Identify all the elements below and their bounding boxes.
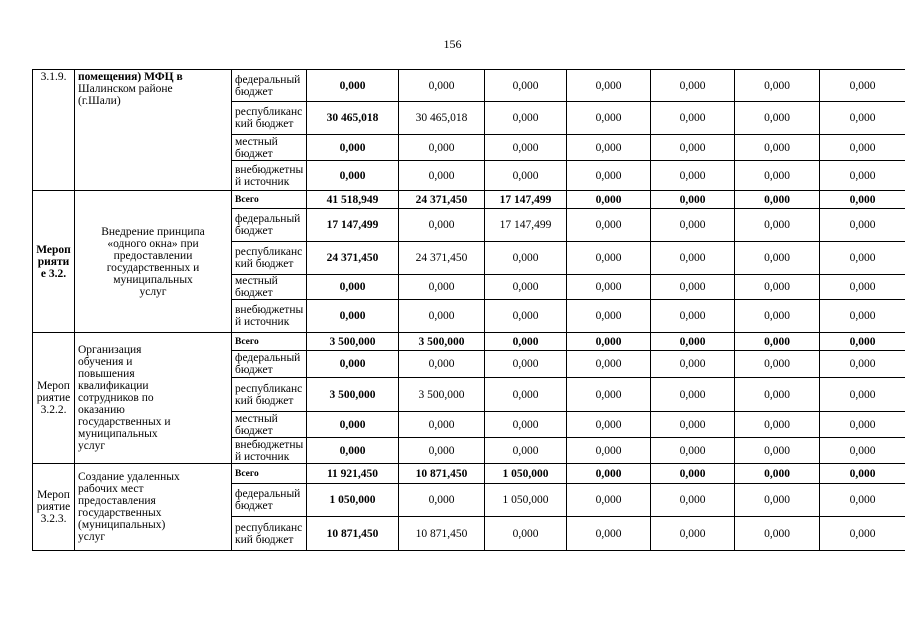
measure-name <box>75 191 232 333</box>
text-line: внебюджетны <box>235 304 304 316</box>
text-line: Всего <box>235 336 259 347</box>
year-amount-cell: 0,000 <box>735 517 820 551</box>
year-amount-cell: 0,000 <box>485 102 567 135</box>
year-amount-cell: 0,000 <box>735 351 820 378</box>
measure-name <box>75 70 232 191</box>
measure-code <box>33 70 75 191</box>
year-amount-cell: 0,000 <box>399 351 485 378</box>
funding-source <box>232 484 307 517</box>
text-line: сотрудников по <box>78 392 154 404</box>
total-amount-cell: 0,000 <box>307 275 399 300</box>
funding-source <box>232 333 307 351</box>
year-amount-cell: 0,000 <box>735 242 820 275</box>
year-amount-cell: 0,000 <box>567 135 651 161</box>
year-amount-cell: 0,000 <box>651 102 735 135</box>
year-amount-cell: 0,000 <box>735 275 820 300</box>
text-line: Мероп <box>36 243 71 256</box>
year-amount-cell: 0,000 <box>735 378 820 412</box>
year-amount-cell: 0,000 <box>820 438 905 464</box>
text-line: «одного окна» при <box>107 237 199 250</box>
year-amount-cell: 0,000 <box>399 412 485 438</box>
text-line: государственных и <box>78 416 171 428</box>
text-line: (г.Шали) <box>78 95 121 107</box>
year-amount-cell: 0,000 <box>567 300 651 333</box>
funding-source <box>232 161 307 191</box>
page-number: 156 <box>443 37 462 51</box>
text-line: Всего <box>235 468 259 479</box>
year-amount-cell: 0,000 <box>567 209 651 242</box>
total-amount-cell: 41 518,949 <box>307 191 399 209</box>
year-amount-cell: 1 050,000 <box>485 484 567 517</box>
text-line: е 3.2. <box>40 267 67 280</box>
table-row <box>33 333 905 351</box>
total-amount-cell: 30 465,018 <box>307 102 399 135</box>
year-amount-cell: 0,000 <box>820 242 905 275</box>
year-amount-cell: 0,000 <box>735 135 820 161</box>
year-amount-cell: 0,000 <box>651 300 735 333</box>
text-line: Мероп <box>37 380 70 392</box>
year-amount-cell: 0,000 <box>399 161 485 191</box>
year-amount-cell: 0,000 <box>820 484 905 517</box>
year-amount-cell: 0,000 <box>399 209 485 242</box>
year-amount-cell: 10 871,450 <box>399 464 485 484</box>
funding-source <box>232 300 307 333</box>
total-amount-cell: 0,000 <box>307 351 399 378</box>
year-amount-cell: 0,000 <box>485 438 567 464</box>
year-amount-cell: 0,000 <box>820 517 905 551</box>
total-amount-cell: 0,000 <box>307 135 399 161</box>
text-line: федеральный <box>235 352 301 364</box>
text-line: бюджет <box>235 500 273 512</box>
year-amount-cell: 0,000 <box>399 135 485 161</box>
year-amount-cell: 0,000 <box>399 275 485 300</box>
year-amount-cell: 0,000 <box>567 438 651 464</box>
year-amount-cell: 17 147,499 <box>485 191 567 209</box>
text-line: местный <box>235 412 278 425</box>
funding-source <box>232 242 307 275</box>
year-amount-cell: 0,000 <box>651 70 735 102</box>
year-amount-cell: 0,000 <box>485 412 567 438</box>
text-line: оказанию <box>78 404 125 416</box>
total-amount-cell: 3 500,000 <box>307 378 399 412</box>
text-line: местный <box>235 135 278 148</box>
year-amount-cell: 0,000 <box>651 378 735 412</box>
text-line: Создание удаленных <box>78 471 180 483</box>
total-amount-cell: 0,000 <box>307 70 399 102</box>
text-line: рияти <box>37 255 70 268</box>
text-line: риятие <box>36 501 71 513</box>
measure-name <box>75 464 232 551</box>
text-line: квалификации <box>78 380 149 392</box>
funding-source <box>232 351 307 378</box>
text-line: внебюджетны <box>235 163 304 176</box>
text-line: услуг <box>78 531 106 543</box>
text-line: 3.2.2. <box>40 404 67 416</box>
year-amount-cell: 0,000 <box>820 70 905 102</box>
funding-source <box>232 102 307 135</box>
year-amount-cell: 1 050,000 <box>485 464 567 484</box>
year-amount-cell: 30 465,018 <box>399 102 485 135</box>
total-amount-cell: 0,000 <box>307 438 399 464</box>
total-amount-cell: 0,000 <box>307 161 399 191</box>
text-line: услуг <box>78 440 106 452</box>
text-line: Внедрение принципа <box>101 225 205 238</box>
text-line: республиканс <box>235 521 303 534</box>
text-line: (муниципальных) <box>78 519 166 531</box>
year-amount-cell: 0,000 <box>820 102 905 135</box>
year-amount-cell: 0,000 <box>651 438 735 464</box>
year-amount-cell: 0,000 <box>820 275 905 300</box>
year-amount-cell: 0,000 <box>485 378 567 412</box>
text-line: Шалинском районе <box>78 83 173 95</box>
year-amount-cell: 0,000 <box>820 412 905 438</box>
text-line: республиканс <box>235 246 303 258</box>
funding-source <box>232 70 307 102</box>
text-line: федеральный <box>235 213 301 225</box>
year-amount-cell: 0,000 <box>567 242 651 275</box>
year-amount-cell: 24 371,450 <box>399 191 485 209</box>
total-amount-cell: 1 050,000 <box>307 484 399 517</box>
text-line: предоставлении <box>113 249 193 262</box>
year-amount-cell: 0,000 <box>567 412 651 438</box>
text-line: рабочих мест <box>78 483 144 495</box>
funding-source <box>232 517 307 551</box>
funding-source <box>232 209 307 242</box>
year-amount-cell: 0,000 <box>820 351 905 378</box>
text-line: предоставления <box>78 495 156 507</box>
measure-name <box>75 333 232 464</box>
year-amount-cell: 17 147,499 <box>485 209 567 242</box>
year-amount-cell: 0,000 <box>567 191 651 209</box>
year-amount-cell: 0,000 <box>735 209 820 242</box>
total-amount-cell: 10 871,450 <box>307 517 399 551</box>
year-amount-cell: 0,000 <box>485 517 567 551</box>
funding-source <box>232 378 307 412</box>
text-line: бюджет <box>235 287 273 299</box>
year-amount-cell: 0,000 <box>820 464 905 484</box>
year-amount-cell: 3 500,000 <box>399 378 485 412</box>
year-amount-cell: 0,000 <box>735 333 820 351</box>
text-line: местный <box>235 275 278 287</box>
text-line: федеральный <box>235 73 301 86</box>
text-line: республиканс <box>235 382 303 395</box>
table-row <box>33 70 905 102</box>
year-amount-cell: 0,000 <box>820 333 905 351</box>
text-line: Мероп <box>37 489 70 501</box>
year-amount-cell: 10 871,450 <box>399 517 485 551</box>
text-line: федеральный <box>235 488 301 500</box>
budget-table-body <box>33 70 905 551</box>
total-amount-cell: 11 921,450 <box>307 464 399 484</box>
year-amount-cell: 0,000 <box>735 412 820 438</box>
text-line: государственных и <box>106 261 200 274</box>
year-amount-cell: 0,000 <box>567 275 651 300</box>
text-line: й источник <box>235 450 290 463</box>
funding-source <box>232 464 307 484</box>
year-amount-cell: 0,000 <box>820 191 905 209</box>
total-amount-cell: 17 147,499 <box>307 209 399 242</box>
text-line: муниципальных <box>78 428 158 440</box>
year-amount-cell: 0,000 <box>567 333 651 351</box>
text-line: кий бюджет <box>235 258 294 270</box>
text-line: бюджет <box>235 424 273 437</box>
text-line: бюджет <box>235 147 273 160</box>
year-amount-cell: 0,000 <box>651 464 735 484</box>
year-amount-cell: 0,000 <box>651 191 735 209</box>
funding-source <box>232 135 307 161</box>
year-amount-cell: 0,000 <box>735 438 820 464</box>
year-amount-cell: 0,000 <box>485 300 567 333</box>
year-amount-cell: 0,000 <box>567 351 651 378</box>
year-amount-cell: 0,000 <box>651 484 735 517</box>
year-amount-cell: 24 371,450 <box>399 242 485 275</box>
text-line: 3.2.3. <box>40 513 67 525</box>
year-amount-cell: 0,000 <box>567 102 651 135</box>
text-line: й источник <box>235 175 290 188</box>
text-line: государственных <box>78 507 162 519</box>
year-amount-cell: 0,000 <box>651 135 735 161</box>
text-line: помещения) МФЦ в <box>78 71 183 83</box>
year-amount-cell: 0,000 <box>567 378 651 412</box>
year-amount-cell: 0,000 <box>399 484 485 517</box>
text-line: риятие <box>36 392 71 404</box>
text-line: внебюджетны <box>235 438 304 451</box>
year-amount-cell: 0,000 <box>820 161 905 191</box>
year-amount-cell: 0,000 <box>820 300 905 333</box>
total-amount-cell: 24 371,450 <box>307 242 399 275</box>
year-amount-cell: 0,000 <box>651 275 735 300</box>
year-amount-cell: 0,000 <box>485 135 567 161</box>
text-line: обучения и <box>78 356 133 368</box>
year-amount-cell: 0,000 <box>735 484 820 517</box>
year-amount-cell: 0,000 <box>485 275 567 300</box>
text-line: муниципальных <box>113 273 193 286</box>
text-line: услуг <box>139 285 167 298</box>
measure-code <box>33 333 75 464</box>
measure-code <box>33 464 75 551</box>
year-amount-cell: 0,000 <box>735 191 820 209</box>
year-amount-cell: 0,000 <box>567 464 651 484</box>
year-amount-cell: 0,000 <box>485 242 567 275</box>
year-amount-cell: 0,000 <box>651 209 735 242</box>
funding-source <box>232 275 307 300</box>
year-amount-cell: 0,000 <box>485 351 567 378</box>
text-line: кий бюджет <box>235 394 294 407</box>
text-line: й источник <box>235 316 290 328</box>
year-amount-cell: 0,000 <box>735 300 820 333</box>
text-line: кий бюджет <box>235 533 294 546</box>
year-amount-cell: 0,000 <box>735 102 820 135</box>
year-amount-cell: 0,000 <box>399 70 485 102</box>
measure-code <box>33 191 75 333</box>
text-line: кий бюджет <box>235 118 294 130</box>
text-line: бюджет <box>235 85 273 98</box>
year-amount-cell: 0,000 <box>735 70 820 102</box>
year-amount-cell: 0,000 <box>567 484 651 517</box>
funding-source <box>232 191 307 209</box>
text-line: бюджет <box>235 364 273 376</box>
text-line: Всего <box>235 194 259 205</box>
year-amount-cell: 0,000 <box>399 438 485 464</box>
year-amount-cell: 0,000 <box>735 464 820 484</box>
year-amount-cell: 0,000 <box>820 209 905 242</box>
funding-source <box>232 438 307 464</box>
year-amount-cell: 0,000 <box>485 161 567 191</box>
year-amount-cell: 0,000 <box>567 517 651 551</box>
budget-table <box>32 69 905 551</box>
year-amount-cell: 0,000 <box>820 378 905 412</box>
total-amount-cell: 0,000 <box>307 300 399 333</box>
year-amount-cell: 0,000 <box>651 242 735 275</box>
year-amount-cell: 0,000 <box>651 351 735 378</box>
year-amount-cell: 0,000 <box>651 517 735 551</box>
text-line: Организация <box>78 344 142 356</box>
text-line: 3.1.9. <box>40 71 67 83</box>
year-amount-cell: 0,000 <box>820 135 905 161</box>
year-amount-cell: 0,000 <box>485 70 567 102</box>
year-amount-cell: 0,000 <box>651 161 735 191</box>
year-amount-cell: 0,000 <box>651 412 735 438</box>
year-amount-cell: 0,000 <box>399 300 485 333</box>
funding-source <box>232 412 307 438</box>
text-line: повышения <box>78 368 135 380</box>
table-row <box>33 464 905 484</box>
table-row <box>33 191 905 209</box>
total-amount-cell: 0,000 <box>307 412 399 438</box>
year-amount-cell: 0,000 <box>485 333 567 351</box>
total-amount-cell: 3 500,000 <box>307 333 399 351</box>
text-line: бюджет <box>235 225 273 237</box>
year-amount-cell: 0,000 <box>735 161 820 191</box>
text-line: республиканс <box>235 106 303 118</box>
year-amount-cell: 0,000 <box>567 161 651 191</box>
year-amount-cell: 0,000 <box>651 333 735 351</box>
year-amount-cell: 0,000 <box>567 70 651 102</box>
year-amount-cell: 3 500,000 <box>399 333 485 351</box>
